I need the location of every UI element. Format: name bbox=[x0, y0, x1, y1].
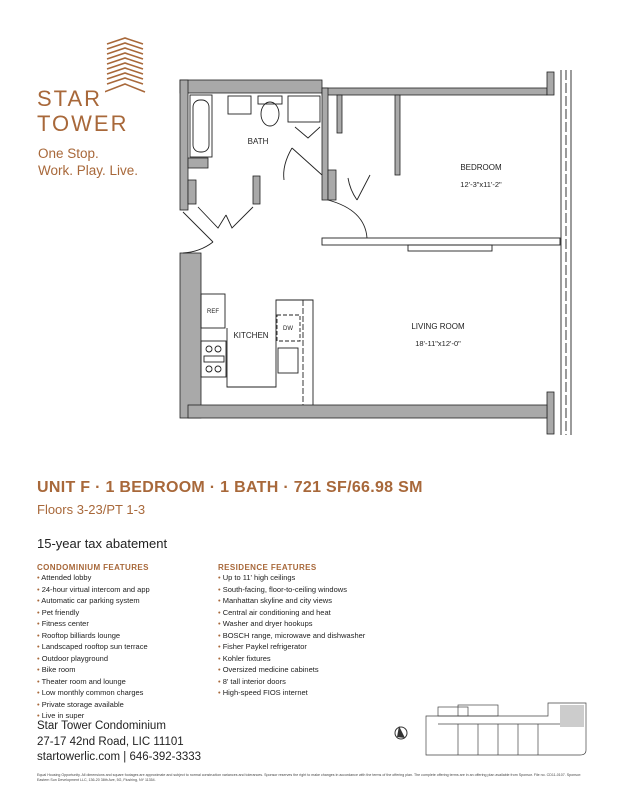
list-item: • Pet friendly bbox=[37, 607, 150, 619]
list-item: • 24-hour virtual intercom and app bbox=[37, 584, 150, 596]
compass-icon bbox=[395, 726, 407, 739]
list-item: • South-facing, floor-to-ceiling windows bbox=[218, 584, 365, 596]
list-item: • Manhattan skyline and city views bbox=[218, 595, 365, 607]
condominium-features bbox=[37, 563, 150, 722]
condo-features-heading: CONDOMINIUM FEATURES bbox=[37, 563, 149, 572]
contact-block bbox=[37, 719, 201, 766]
list-item: • High-speed FIOS internet bbox=[218, 687, 365, 699]
list-item: • BOSCH range, microwave and dishwasher bbox=[218, 630, 365, 642]
list-item: • Low monthly common charges bbox=[37, 687, 150, 699]
bedroom-dimensions: 12'-3"x11'-2" bbox=[460, 180, 502, 189]
list-item: • Up to 11' high ceilings bbox=[218, 572, 365, 584]
list-item: • Rooftop billiards lounge bbox=[37, 630, 150, 642]
label-kitchen: KITCHEN bbox=[233, 331, 269, 340]
label-ref: REF bbox=[207, 309, 219, 315]
tax-abatement: 15-year tax abatement bbox=[37, 536, 168, 551]
list-item: • Live in super bbox=[37, 710, 150, 722]
label-living-room: LIVING ROOM bbox=[411, 322, 465, 331]
key-plan bbox=[378, 700, 588, 760]
list-item: • Bike room bbox=[37, 664, 150, 676]
label-bath: BATH bbox=[247, 137, 269, 146]
list-item: • Washer and dryer hookups bbox=[218, 618, 365, 630]
list-item: • Oversized medicine cabinets bbox=[218, 664, 365, 676]
list-item: • Attended lobby bbox=[37, 572, 150, 584]
list-item: • Fitness center bbox=[37, 618, 150, 630]
address: 27-17 42nd Road, LIC 11101 bbox=[37, 735, 184, 748]
list-item: • Automatic car parking system bbox=[37, 595, 150, 607]
label-dw: DW bbox=[283, 326, 293, 332]
list-item: • Theater room and lounge bbox=[37, 676, 150, 688]
residence-features bbox=[218, 563, 365, 699]
list-item: • Kohler fixtures bbox=[218, 653, 365, 665]
list-item: • Outdoor playground bbox=[37, 653, 150, 665]
list-item: • 8' tall interior doors bbox=[218, 676, 365, 688]
label-bedroom: BEDROOM bbox=[460, 163, 502, 172]
legal-disclaimer: Equal Housing Opportunity. All dimensions and square footages are approximate and subject to normal construction variances and tolerances. Sponsor reserves the right to make changes in accordance with the terms of the offering plan. The complete offering terms are in an offering plan available from Sponsor. File no. CD11-0107. Sponsor: Eastern Sun Development LLC, 136-20 38th Ave, 5G, Flushing, NY 11354. bbox=[37, 773, 582, 782]
building-name: Star Tower Condominium bbox=[37, 720, 166, 732]
tagline-line-1: One Stop. bbox=[38, 146, 99, 161]
living-room-dimensions: 18'-11"x12'-0" bbox=[415, 339, 461, 348]
list-item: • Private storage available bbox=[37, 699, 150, 711]
unit-title: UNIT F · 1 BEDROOM · 1 BATH · 721 SF/66.98 SM bbox=[37, 479, 423, 496]
list-item: • Landscaped rooftop sun terrace bbox=[37, 641, 150, 653]
tagline-line-2: Work. Play. Live. bbox=[38, 163, 139, 178]
website-phone[interactable]: startowerlic.com | 646-392-3333 bbox=[37, 751, 202, 763]
brand-line-2: TOWER bbox=[37, 111, 129, 136]
list-item: • Central air conditioning and heat bbox=[218, 607, 365, 619]
residence-features-heading: RESIDENCE FEATURES bbox=[218, 563, 317, 572]
list-item: • Fisher Paykel refrigerator bbox=[218, 641, 365, 653]
brand-line-1: STAR bbox=[37, 86, 103, 111]
unit-floors: Floors 3-23/PT 1-3 bbox=[37, 502, 146, 517]
